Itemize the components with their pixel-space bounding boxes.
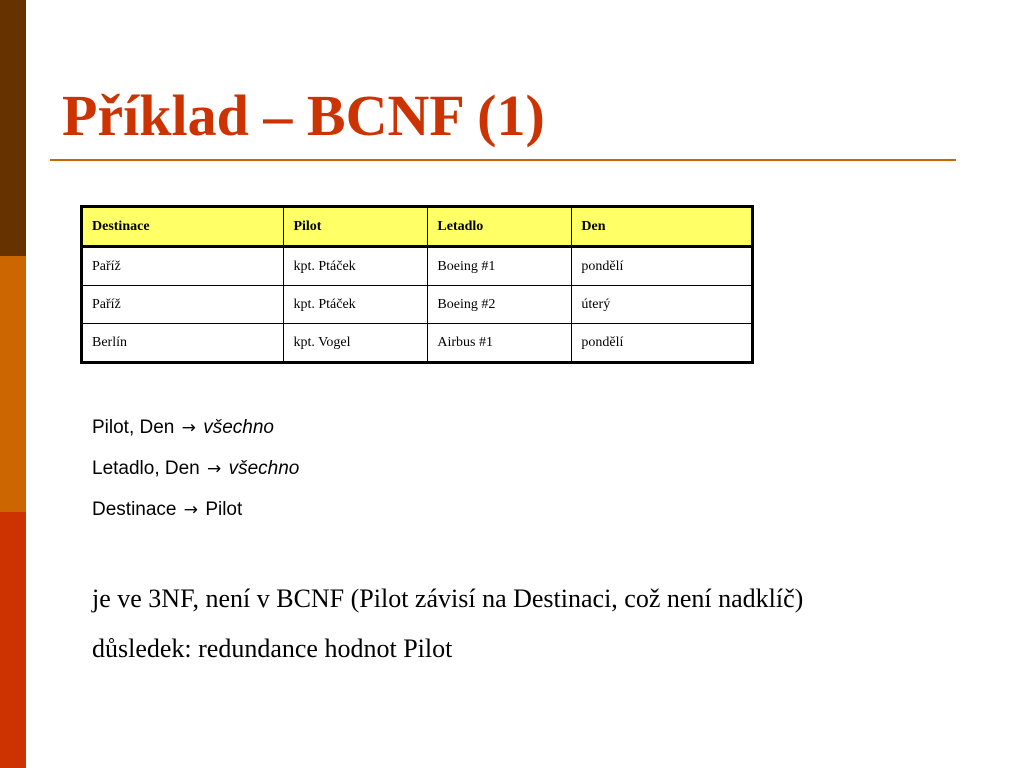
right-arrow-icon: → [181,418,196,438]
table-cell-letadlo: Airbus #1 [428,324,572,363]
table-cell-destinace: Paříž [82,286,284,324]
column-header-destinace: Destinace [82,207,284,247]
table-cell-pilot: kpt. Ptáček [284,247,428,286]
column-header-letadlo: Letadlo [428,207,572,247]
dependency-rhs: všechno [228,458,300,479]
column-header-den: Den [572,207,753,247]
table-cell-den: pondělí [572,324,753,363]
functional-dependency-list [92,414,299,537]
table-cell-destinace: Paříž [82,247,284,286]
note-consequence: důsledek: redundance hodnot Pilot [92,634,453,663]
table-cell-letadlo: Boeing #1 [428,247,572,286]
table-row [82,286,753,324]
right-arrow-icon: → [207,459,222,479]
flights-table [80,205,754,364]
column-header-pilot: Pilot [284,207,428,247]
left-accent-bar-bottom [0,512,26,768]
table-cell-destinace: Berlín [82,324,284,363]
table-header-row [82,207,753,247]
table-cell-letadlo: Boeing #2 [428,286,572,324]
left-accent-bar-middle [0,256,26,512]
functional-dependency [92,496,299,537]
functional-dependency [92,455,299,496]
dependency-rhs: Pilot [205,499,243,520]
right-arrow-icon: → [183,500,199,520]
left-accent-bar-top [0,0,26,256]
dependency-lhs: Pilot, Den [92,417,175,438]
table-cell-den: pondělí [572,247,753,286]
title-underline-rule [50,159,956,161]
table-row [82,324,753,363]
table-cell-pilot: kpt. Vogel [284,324,428,363]
functional-dependency [92,414,299,455]
table-cell-den: úterý [572,286,753,324]
dependency-lhs: Destinace [92,499,177,520]
conclusion-notes [92,582,803,682]
table-row [82,247,753,286]
dependency-lhs: Letadlo, Den [92,458,200,479]
note-bcnf-violation: je ve 3NF, není v BCNF (Pilot závisí na Destinaci, což není nadklíč) [92,584,804,613]
slide-title: Příklad – BCNF (1) [62,83,545,148]
dependency-rhs: všechno [203,417,274,438]
table-cell-pilot: kpt. Ptáček [284,286,428,324]
